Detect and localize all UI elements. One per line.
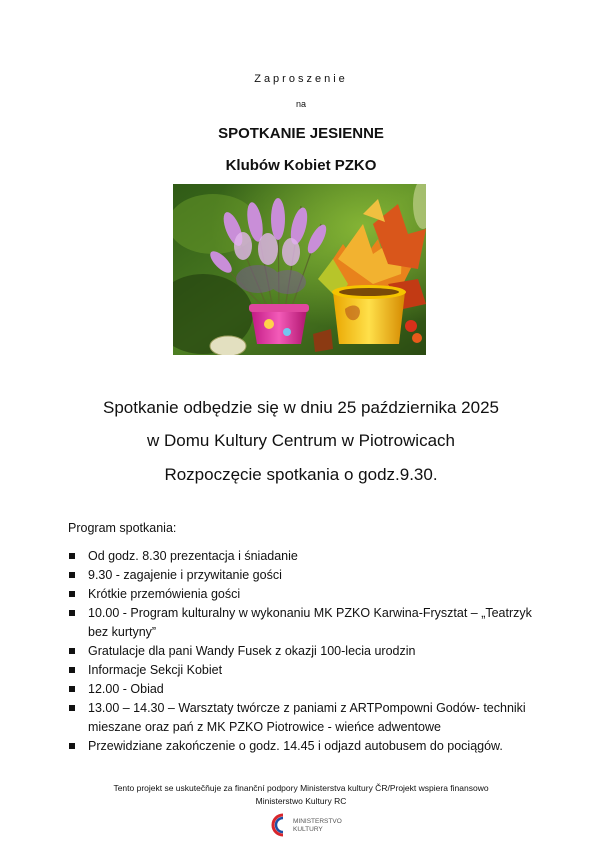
invitation-heading: Zaproszenie <box>254 73 348 85</box>
event-title: SPOTKANIE JESIENNE <box>218 125 384 142</box>
program-item: 10.00 - Program kulturalny w wykonaniu MK PZKO Karwina-Frysztat – „Teatrzyk bez kurtyny” <box>68 604 538 642</box>
program-item: Przewidziane zakończenie o godz. 14.45 i odjazd autobusem do pociągów. <box>68 737 538 756</box>
program-list <box>68 547 538 756</box>
ministry-logo-text-1: MINISTERSTVO <box>293 818 342 825</box>
event-date: Spotkanie odbędzie się w dniu 25 października 2025 <box>103 398 499 417</box>
event-subtitle: Klubów Kobiet PZKO <box>225 157 377 174</box>
program-item: Krótkie przemówienia gości <box>68 585 538 604</box>
program-heading: Program spotkania: <box>68 521 177 535</box>
invitation-na: na <box>295 99 306 109</box>
program-item: Gratulacje dla pani Wandy Fusek z okazji 100-lecia urodzin <box>68 642 538 661</box>
program-item: Od godz. 8.30 prezentacja i śniadanie <box>68 547 538 566</box>
funding-note: Tento projekt se uskutečňuje za finanční podpory Ministerstva kultury ČR/Projekt wspiera finansowo <box>113 783 489 793</box>
event-start-time: Rozpoczęcie spotkania o godz.9.30. <box>164 465 438 484</box>
program-item: 13.00 – 14.30 – Warsztaty twórcze z paniami z ARTPompowni Godów- techniki mieszane oraz pań z MK PZKO Piotrowice - wieńce adwentowe <box>68 699 538 737</box>
program-item: 9.30 - zagajenie i przywitanie gości <box>68 566 538 585</box>
program-item: Informacje Sekcji Kobiet <box>68 661 538 680</box>
program-item: 12.00 - Obiad <box>68 680 538 699</box>
autumn-photo <box>173 184 426 355</box>
funding-note-ministry: Ministerstwo Kultury RC <box>255 796 347 806</box>
event-venue: w Domu Kultury Centrum w Piotrowicach <box>147 431 455 450</box>
ministry-logo <box>269 812 349 838</box>
ministry-logo-text-2: KULTURY <box>293 826 323 833</box>
